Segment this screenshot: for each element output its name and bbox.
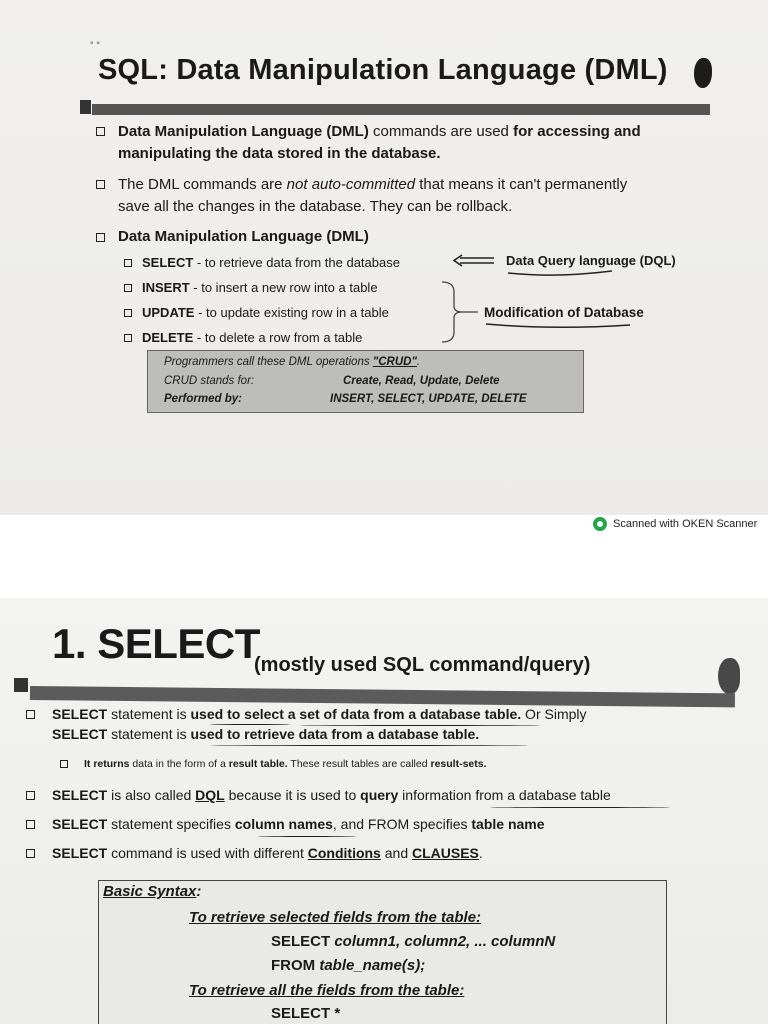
sub-bullet-result-sets: It returns data in the form of a result table. These result tables are called result-sets. xyxy=(84,758,487,770)
bullet-dml-definition: Data Manipulation Language (DML) commands are used for accessing and manipulating the data stored in the database. xyxy=(118,123,641,162)
scanned-page-select xyxy=(0,598,768,1024)
command-insert: INSERT - to insert a new row into a table xyxy=(142,280,378,295)
section-subtitle: (mostly used SQL command/query) xyxy=(254,654,591,676)
bullet-select-clauses: SELECT command is used with different Conditions and CLAUSES. xyxy=(52,845,483,861)
sub-bullet-icon xyxy=(60,760,68,768)
crud-stands-value: Create, Read, Update, Delete xyxy=(343,375,500,387)
handwritten-underline xyxy=(210,724,290,725)
title-rule-square xyxy=(14,678,28,692)
crud-performed-label: Performed by: xyxy=(164,393,242,405)
bullet-select-columns: SELECT statement specifies column names, and FROM specifies table name xyxy=(52,816,545,832)
bullet-square-icon xyxy=(26,791,35,800)
crud-stands-label: CRUD stands for: xyxy=(164,375,255,387)
handwritten-underline xyxy=(490,807,670,808)
sub-bullet-icon xyxy=(124,309,132,317)
handwritten-underline xyxy=(506,268,616,278)
title-rule-bar xyxy=(92,104,710,115)
page-title: SQL: Data Manipulation Language (DML) xyxy=(98,54,668,86)
bullet-square-icon xyxy=(96,180,105,189)
modification-label: Modification of Database xyxy=(484,305,644,320)
scan-smudge xyxy=(694,58,712,88)
syntax-select-columns: SELECT column1, column2, ... columnN xyxy=(271,933,556,950)
scanner-logo-icon xyxy=(593,517,607,531)
sub-bullet-icon xyxy=(124,259,132,267)
dql-label: Data Query language (DQL) xyxy=(506,253,676,268)
basic-syntax-box xyxy=(98,880,667,1024)
bullet-square-icon xyxy=(96,233,105,242)
bullet-auto-commit: The DML commands are not auto-committed that means it can't permanently save all the changes in the database. They can be rollback. xyxy=(118,176,628,215)
handwritten-underline xyxy=(484,320,634,330)
bullet-square-icon xyxy=(96,127,105,136)
scanner-text: Scanned with OKEN Scanner xyxy=(613,518,758,530)
scan-smudge xyxy=(718,658,740,694)
command-select: SELECT - to retrieve data from the database xyxy=(142,255,400,270)
syntax-all-fields-label: To retrieve all the fields from the table: xyxy=(189,982,465,999)
syntax-selected-fields-label: To retrieve selected fields from the table: xyxy=(189,909,482,926)
bullet-dml-heading: Data Manipulation Language (DML) xyxy=(118,228,369,245)
crud-performed-value: INSERT, SELECT, UPDATE, DELETE xyxy=(330,393,527,405)
bullet-square-icon xyxy=(26,849,35,858)
syntax-from-table: FROM table_name(s); xyxy=(271,957,426,974)
arrow-left-icon xyxy=(452,254,496,268)
bullet-square-icon xyxy=(26,710,35,719)
sub-bullet-icon xyxy=(124,284,132,292)
syntax-select-all: SELECT * xyxy=(271,1005,341,1022)
scanner-watermark xyxy=(593,517,757,531)
crud-note-box xyxy=(147,350,584,413)
scan-corner-mark: ▪ ▪ xyxy=(90,38,100,49)
right-brace-icon xyxy=(440,280,480,344)
section-title: 1. SELECT xyxy=(52,620,260,667)
command-update: UPDATE - to update existing row in a table xyxy=(142,305,389,320)
title-rule-square xyxy=(80,100,91,114)
handwritten-underline xyxy=(300,725,540,726)
bullet-select-dql: SELECT is also called DQL because it is used to query information from a database table xyxy=(52,787,611,803)
bullet-square-icon xyxy=(26,820,35,829)
handwritten-underline xyxy=(258,836,356,837)
crud-line-1: Programmers call these DML operations "CRUD". xyxy=(164,356,421,368)
command-delete: DELETE - to delete a row from a table xyxy=(142,330,363,345)
syntax-heading: Basic Syntax: xyxy=(103,883,202,900)
sub-bullet-icon xyxy=(124,334,132,342)
bullet-select-definition: SELECT statement is used to select a set of data from a database table. Or Simply SELECT statement is used to retrieve data from a database table. xyxy=(52,706,587,742)
handwritten-underline xyxy=(210,745,528,746)
